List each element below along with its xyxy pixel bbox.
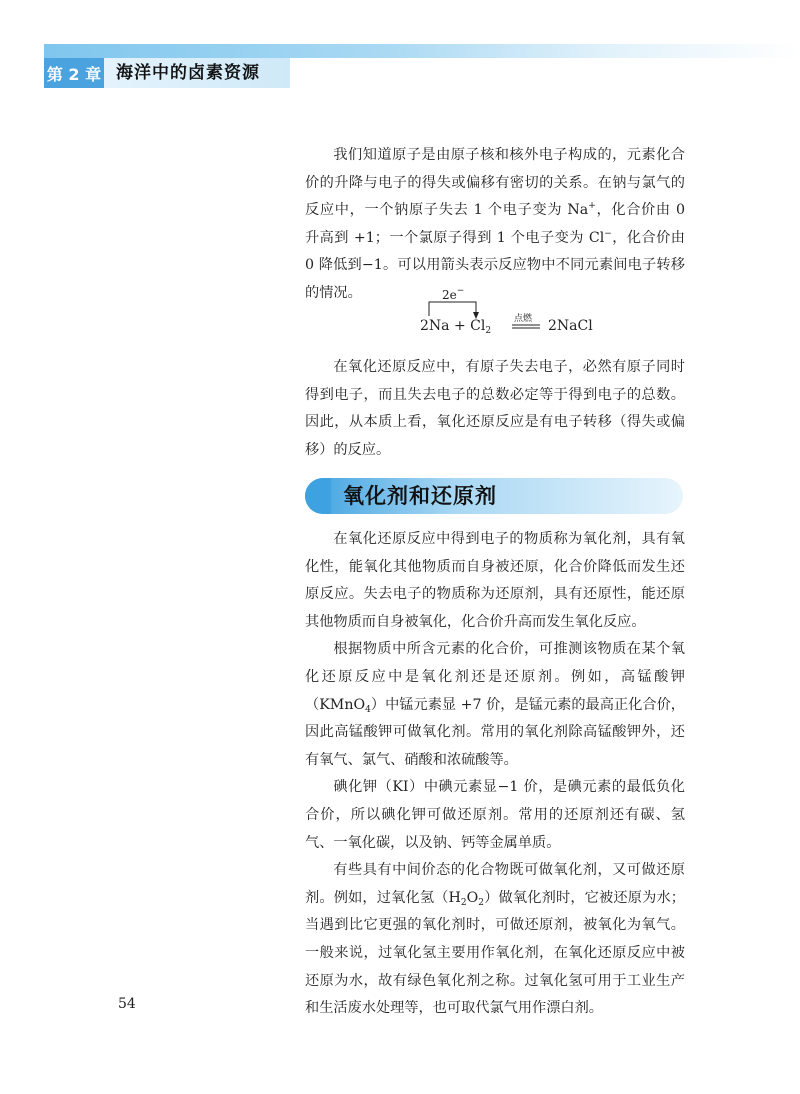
intro-paragraph-block (305, 142, 685, 308)
h2o2-subscript-o: 2 (478, 897, 485, 908)
chlorine-subscript: 2 (485, 326, 492, 336)
intro-paragraph-block-2 (305, 354, 685, 464)
body-paragraph-ki: 碘化钾（KI）中碘元素显−1 价，是碘元素的最低负化合价，所以碘化钾可做还原剂。常用的还原剂还有碳、氢气、一氧化碳，以及钠、钙等金属单质。 (305, 779, 685, 851)
intro-text-c: ，化合价由 0 降低到−1。可以用箭头表示反应物中不同元素间电子转移的情况。 (305, 229, 685, 301)
page-number: 54 (118, 996, 136, 1012)
chapter-title: 海洋中的卤素资源 (116, 63, 260, 83)
kmno4-text-a: 根据物质中所含元素的化合价，可推测该物质在某个氧化还原反应中是氧化剂还是还原剂。例如，高锰酸钾（KMnO (305, 641, 685, 713)
reactants-text: 2Na + Cl (420, 318, 486, 334)
chloride-ion-charge: − (604, 228, 612, 239)
equation-reactants (420, 318, 491, 334)
section-title: 氧化剂和还原剂 (343, 484, 497, 508)
electron-count: 2e (442, 288, 457, 302)
reaction-condition: 点燃 (514, 314, 533, 324)
h2o2-text-a: 有些具有中间价态的化合物既可做氧化剂，又可做还原剂。例如，过氧化氢（H (305, 862, 685, 906)
header-band (44, 44, 800, 58)
equation-product: 2NaCl (548, 318, 593, 334)
h2o2-subscript-h: 2 (460, 897, 467, 908)
chapter-label: 第 2 章 (44, 58, 104, 88)
electron-charge: − (456, 286, 465, 296)
body-paragraph-kmno4 (305, 636, 685, 774)
intro-paragraph-1 (305, 142, 685, 308)
kmno4-text-b: ）中锰元素显 +7 价，是锰元素的最高正化合价，因此高锰酸钾可做氧化剂。常用的氧化剂除高锰酸钾外，还有氧气、氯气、硝酸和浓硫酸等。 (305, 696, 685, 768)
body-paragraph-oxidant-reductant: 在氧化还原反应中得到电子的物质称为氧化剂，具有氧化性，能氧化其他物质而自身被还原，化合价降低而发生还原反应。失去电子的物质称为还原剂，具有还原性，能还原其他物质而自身被氧化，化合价升高而发生氧化反应。 (305, 531, 685, 630)
electron-count-label (442, 288, 464, 302)
intro-paragraph-2: 在氧化还原反应中，有原子失去电子，必然有原子同时得到电子，而且失去电子的总数必定等于得到电子的总数。因此，从本质上看，氧化还原反应是有电子转移（得失或偏移）的反应。 (305, 359, 685, 458)
kmno4-subscript: 4 (365, 704, 371, 715)
h2o2-text-c: ）做氧化剂时，它被还原为水；当遇到比它更强的氧化剂时，可做还原剂，被氧化为氧气。一般来说，过氧化氢主要用作氧化剂，在氧化还原反应中被还原为水，故有绿色氧化剂之称。过氧化氢可用于工业生产和生活废水处理等，也可取代氯气用作漂白剂。 (305, 889, 685, 1017)
electron-transfer-equation (420, 288, 620, 348)
h2o2-text-o: O (466, 889, 479, 906)
body-paragraph-block (305, 526, 685, 1023)
section-banner-accent (305, 478, 331, 514)
body-paragraph-h2o2 (305, 857, 685, 1023)
intro-text-a: 我们知道原子是由原子核和核外电子构成的，元素化合价的升降与电子的得失或偏移有密切的关系。在钠与氯气的反应中，一个钠原子失去 1 个电子变为 Na (305, 147, 685, 219)
intro-text-b: ，化合价由 0 升高到 +1；一个氯原子得到 1 个电子变为 Cl (305, 202, 685, 246)
sodium-ion-charge: + (588, 201, 596, 212)
